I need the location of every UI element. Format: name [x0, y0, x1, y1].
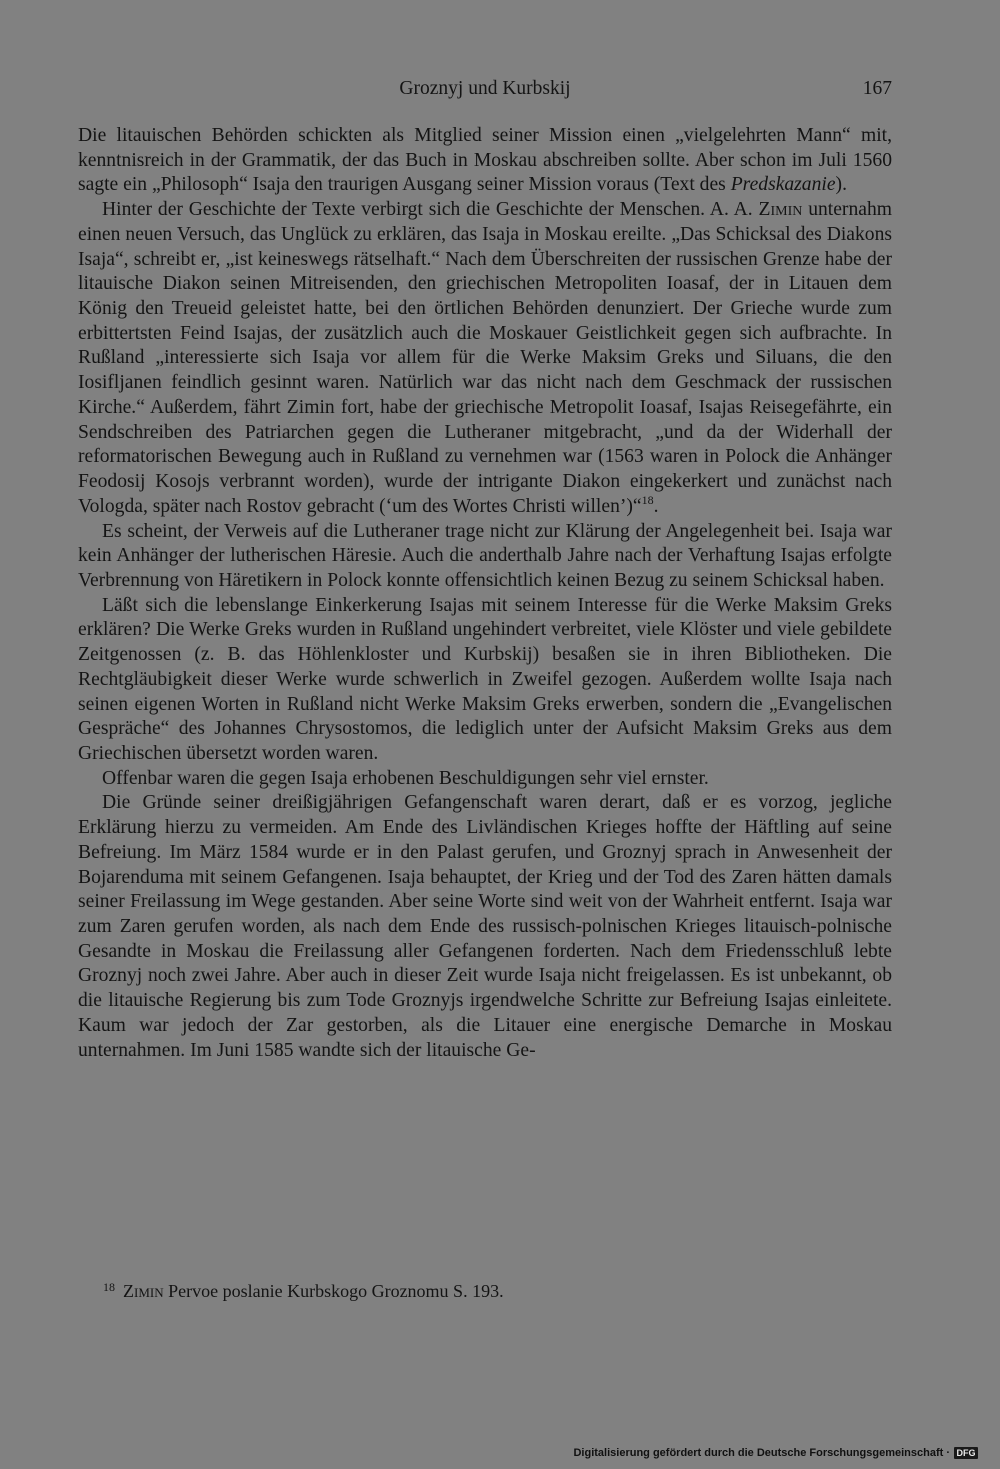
paragraph — [78, 767, 892, 792]
text-segment: Die litauischen Behörden schickten als Mitglied seiner Mission einen „vielgelehrten Mann“ mit, kenntnisreich in der Grammatik, der das Buch in Moskau abschreiben sollte. Aber schon im Juli 1560 sagte ein „Philosoph“ Isaja den traurigen Ausgang seiner Mission voraus (Text des — [78, 125, 892, 196]
text-segment: Es scheint, der Verweis auf die Lutheraner trage nicht zur Klärung der Angelegenheit bei. Isaja war kein Anhänger der lutherischen Häresie. Auch die anderthalb Jahre nach der Verhaftung Isajas erfolgte Verbrennung von Häretikern in Polock konnte offensichtlich keinen Bezug zu seinem Schicksal haben. — [78, 520, 892, 591]
text-segment: Offenbar waren die gegen Isaja erhobenen Beschuldigungen sehr viel ernster. — [102, 767, 709, 789]
footnote-text: Pervoe poslanie Kurbskogo Groznomu S. 193. — [163, 1281, 504, 1301]
credit-text: Digitalisierung gefördert durch die Deutsche Forschungsgemeinschaft · — [573, 1447, 950, 1459]
page-header — [78, 76, 892, 102]
page-number: 167 — [862, 78, 892, 99]
footnote-author: Zimin — [123, 1281, 164, 1301]
text-segment: ). — [835, 174, 847, 196]
paragraph — [78, 791, 892, 1063]
text-segment: . — [653, 495, 659, 517]
text-segment: Die Gründe seiner dreißigjährigen Gefangenschaft waren derart, daß er es vorzog, jegliche Erklärung hierzu zu vermeiden. Am Ende des Livländischen Krieges hoffte der Häftling auf seine Befreiung. Im März 1584 wurde er in den Palast gerufen, und Groznyj sprach in Anwesenheit der Bojarenduma mit seinem Gefangenen. Isaja behauptet, der Krieg und der Tod des Zaren hätten damals seiner Freilassung im Wege gestanden. Aber seine Worte sind weit von der Wahrheit entfernt. Isaja war zum Zaren gerufen worden, als nach dem Ende des russisch-polnischen Krieges litauisch-polnische Gesandte in Moskau die Freilassung aller Gefangenen forderten. Nach dem Friedensschluß lebte Groznyj noch zwei Jahre. Aber auch in dieser Zeit wurde Isaja nicht freigelassen. Es ist unbekannt, ob die litauische Regierung bis zum Tode Groznyjs irgendwelche Schritte zur Befreiung Isajas einleitete. Kaum war jedoch der Zar gestorben, als die Litauer eine energische Demarche in Moskau unternahmen. Im Juni 1585 wandte sich der litauische Ge- — [78, 792, 892, 1061]
footnote-reference: 18 — [641, 492, 654, 507]
paragraph — [78, 520, 892, 594]
running-title: Groznyj und Kurbskij — [399, 78, 571, 99]
italic-title: Predskazanie — [730, 174, 836, 196]
footnote — [103, 1279, 892, 1303]
paragraph — [78, 198, 892, 519]
body-text — [78, 124, 892, 1063]
paragraph — [78, 124, 892, 198]
digitization-credit — [573, 1446, 978, 1460]
text-segment: Läßt sich die lebenslange Einkerkerung Isajas mit seinem Interesse für die Werke Maksim Greks erklären? Die Werke Greks wurden in Rußland ungehindert verbreitet, viele Klöster und viele gebildete Zeitgenossen (z. B. das Höhlenkloster und Kurbskij) besaßen sie in ihren Bibliotheken. Die Rechtgläubigkeit dieser Werke wurde schwerlich in Zweifel gezogen. Außerdem wollte Isaja nach seinen eigenen Worten in Rußland nicht Werke Maksim Greks erwerben, sondern die „Evangelischen Gespräche“ des Johannes Chrysostomos, die lediglich unter der Aufsicht Maksim Greks aus dem Griechischen übersetzt worden waren. — [78, 594, 892, 764]
text-segment: unternahm einen neuen Versuch, das Unglück zu erklären, das Isaja in Moskau ereilte. „Das Schicksal des Diakons Isaja“, schreibt er, „ist keineswegs rätselhaft.“ Nach dem Überschreiten der russischen Grenze habe der litauische Diakon seinen Mitreisenden, den griechischen Metropoliten Ioasaf, der in Litauen dem König den Treueid geleistet hatte, bei den örtlichen Behörden denunziert. Der Grieche wurde zum erbittertsten Feind Isajas, der zusätzlich auch die Moskauer Geistlichkeit gegen sich aufbrachte. In Rußland „interessierte sich Isaja vor allem für die Werke Maksim Greks und Siluans, die den Iosifljanen feindlich gesinnt waren. Natürlich war das nicht nach dem Geschmack der russischen Kirche.“ Außerdem, fährt Zimin fort, habe der griechische Metropolit Ioasaf, Isajas Reisegefährte, ein Sendschreiben des Patriarchen gegen die Lutheraner mitgebracht, „und da der Widerhall der reformatorischen Bewegung auch in Rußland zu vernehmen war (1563 waren in Polock die Anhänger Feodosij Kosojs verbrannt worden), wurde der intrigante Diakon eingekerkert und zunächst nach Vologda, später nach Rostov gebracht (‘um des Wortes Christi willen’)“ — [78, 199, 892, 517]
footnote-number: 18 — [103, 1280, 115, 1294]
text-segment: Hinter der Geschichte der Texte verbirgt sich die Geschichte der Menschen. A. A. — [102, 199, 759, 221]
author-name: Zimin — [758, 199, 803, 221]
paragraph — [78, 594, 892, 767]
dfg-logo: DFG — [954, 1447, 978, 1459]
